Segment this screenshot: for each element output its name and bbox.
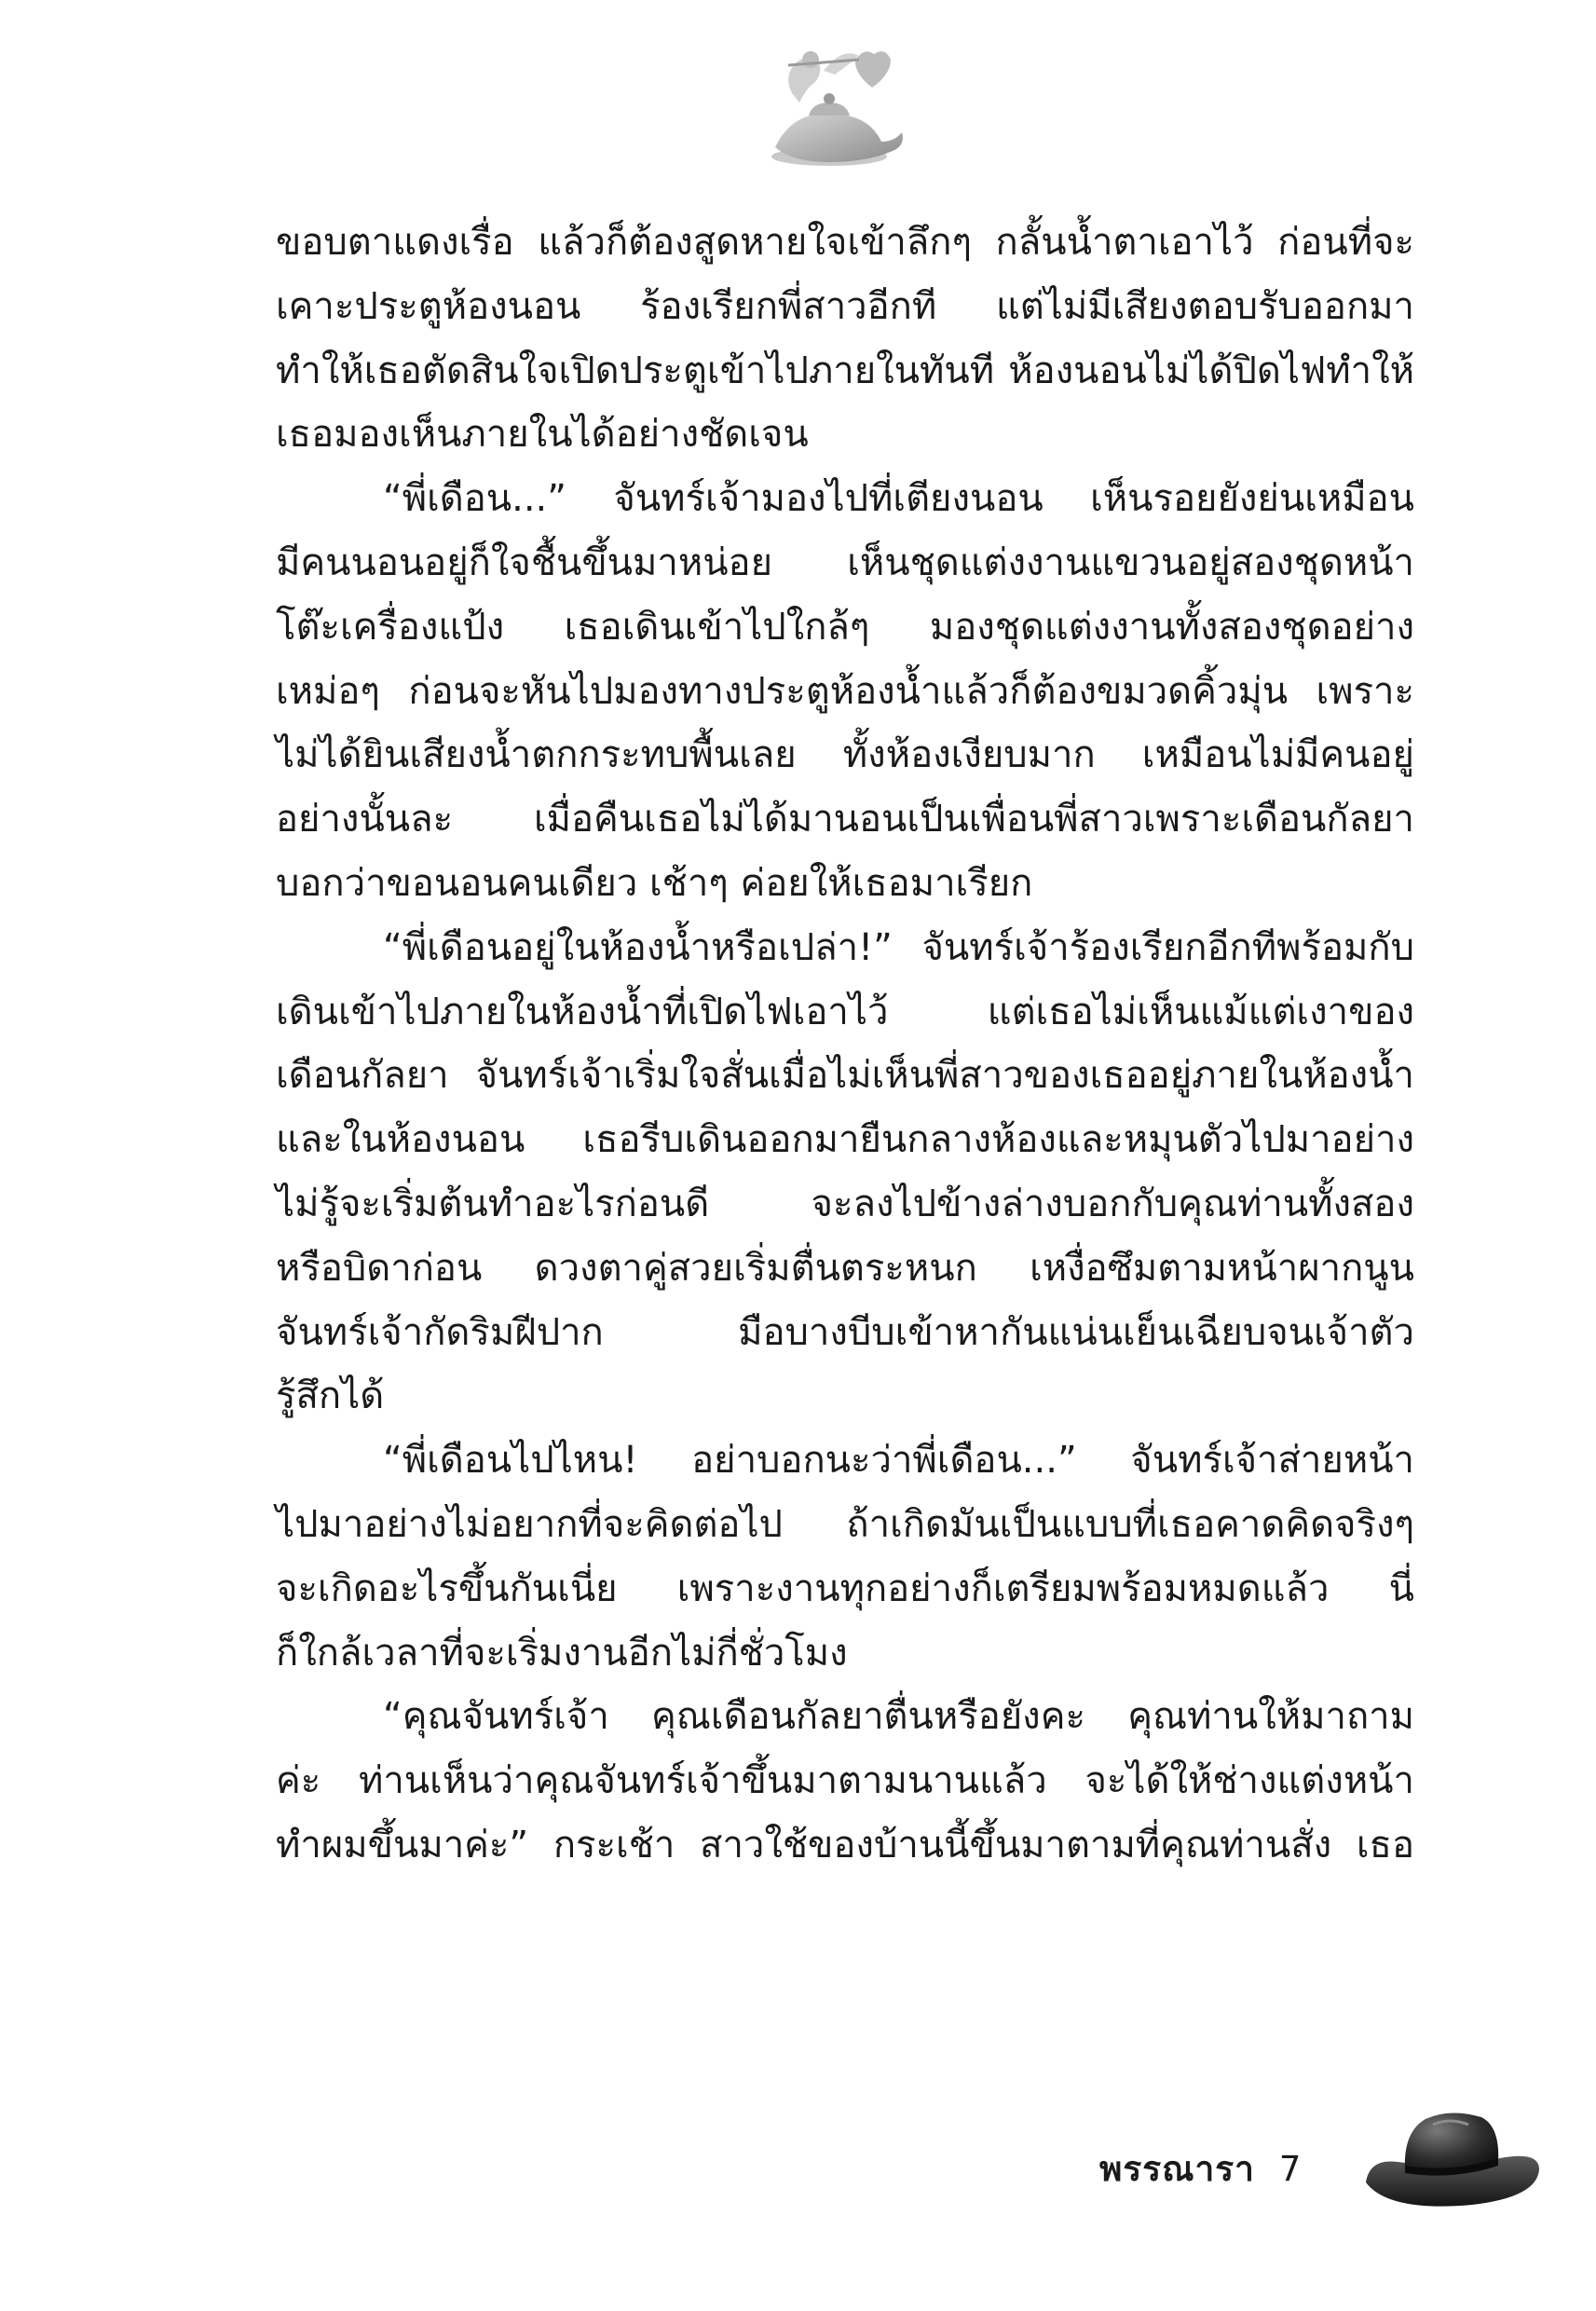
text-line: จะเกิดอะไรขึ้นกันเนี่ย เพราะงานทุกอย่างก็เตรียมพร้อมหมดแล้ว นี่: [276, 1566, 1414, 1610]
text-line: รู้สึกได้: [276, 1374, 385, 1418]
text-line: มีคนนอนอยู่ก็ใจชื้นขึ้นมาหน่อย เห็นชุดแต่งงานแขวนอยู่สองชุดหน้า: [276, 540, 1414, 584]
page-footer: [1099, 2141, 1302, 2196]
text-line: “พี่เดือนไปไหน! อย่าบอกนะว่าพี่เดือน...” จันทร์เจ้าส่ายหน้า: [383, 1439, 1414, 1483]
text-line: และในห้องนอน เธอรีบเดินออกมายืนกลางห้องและหมุนตัวไปมาอย่าง: [276, 1118, 1414, 1162]
text-line: เคาะประตูห้องนอน ร้องเรียกพี่สาวอีกที แต่ไม่มีเสียงตอบรับออกมา: [276, 284, 1414, 328]
text-line: “คุณจันทร์เจ้า คุณเดือนกัลยาตื่นหรือยังคะ คุณท่านให้มาถาม: [383, 1695, 1414, 1739]
cupid-teapot-ornament-icon: [755, 37, 913, 177]
text-line: เธอมองเห็นภายในได้อย่างชัดเจน: [276, 413, 809, 457]
text-line: ทำให้เธอตัดสินใจเปิดประตูเข้าไปภายในทันที ห้องนอนไม่ได้ปิดไฟทำให้: [276, 349, 1414, 392]
text-line: โต๊ะเครื่องแป้ง เธอเดินเข้าไปใกล้ๆ มองชุดแต่งงานทั้งสองชุดอย่าง: [276, 605, 1414, 649]
text-line: ทำผมขึ้นมาค่ะ” กระเช้า สาวใช้ของบ้านนี้ขึ้นมาตามที่คุณท่านสั่ง เธอ: [276, 1823, 1414, 1867]
text-line: เหม่อๆ ก่อนจะหันไปมองทางประตูห้องน้ำแล้วก็ต้องขมวดคิ้วมุ่น เพราะ: [276, 669, 1414, 713]
text-line: ก็ใกล้เวลาที่จะเริ่มงานอีกไม่กี่ชั่วโมง: [276, 1631, 848, 1675]
text-line: ไปมาอย่างไม่อยากที่จะคิดต่อไป ถ้าเกิดมันเป็นแบบที่เธอคาดคิดจริงๆ: [276, 1502, 1414, 1546]
text-line: “พี่เดือน...” จันทร์เจ้ามองไปที่เตียงนอน เห็นรอยยังย่นเหมือน: [383, 477, 1414, 521]
text-line: หรือบิดาก่อน ดวงตาคู่สวยเริ่มตื่นตระหนก เหงื่อซึมตามหน้าผากนูน: [276, 1246, 1414, 1290]
text-line: จันทร์เจ้ากัดริมฝีปาก มือบางบีบเข้าหากันแน่นเย็นเฉียบจนเจ้าตัว: [276, 1310, 1414, 1354]
text-line: บอกว่าขอนอนคนเดียว เช้าๆ ค่อยให้เธอมาเรียก: [276, 861, 1033, 905]
text-line: ไม่รู้จะเริ่มต้นทำอะไรก่อนดี จะลงไปข้างล่างบอกกับคุณท่านทั้งสอง: [276, 1182, 1414, 1225]
hat-icon: [1360, 2104, 1543, 2216]
text-line: “พี่เดือนอยู่ในห้องน้ำหรือเปล่า!” จันทร์เจ้าร้องเรียกอีกทีพร้อมกับ: [383, 925, 1414, 969]
text-line: เดินเข้าไปภายในห้องน้ำที่เปิดไฟเอาไว้ แต่เธอไม่เห็นแม้แต่เงาของ: [276, 990, 1414, 1033]
page-number: 7: [1278, 2149, 1303, 2189]
text-line: ไม่ได้ยินเสียงน้ำตกกระทบพื้นเลย ทั้งห้องเงียบมาก เหมือนไม่มีคนอยู่: [276, 733, 1414, 777]
book-title: พรรณารา: [1099, 2149, 1255, 2189]
body-text: [276, 211, 1414, 1878]
text-line: ขอบตาแดงเรื่อ แล้วก็ต้องสูดหายใจเข้าลึกๆ กลั้นน้ำตาเอาไว้ ก่อนที่จะ: [276, 221, 1414, 264]
text-line: อย่างนั้นละ เมื่อคืนเธอไม่ได้มานอนเป็นเพื่อนพี่สาวเพราะเดือนกัลยา: [276, 798, 1414, 841]
text-line: เดือนกัลยา จันทร์เจ้าเริ่มใจสั่นเมื่อไม่เห็นพี่สาวของเธออยู่ภายในห้องน้ำ: [276, 1054, 1414, 1098]
text-line: ค่ะ ท่านเห็นว่าคุณจันทร์เจ้าขึ้นมาตามนานแล้ว จะได้ให้ช่างแต่งหน้า: [276, 1759, 1414, 1803]
